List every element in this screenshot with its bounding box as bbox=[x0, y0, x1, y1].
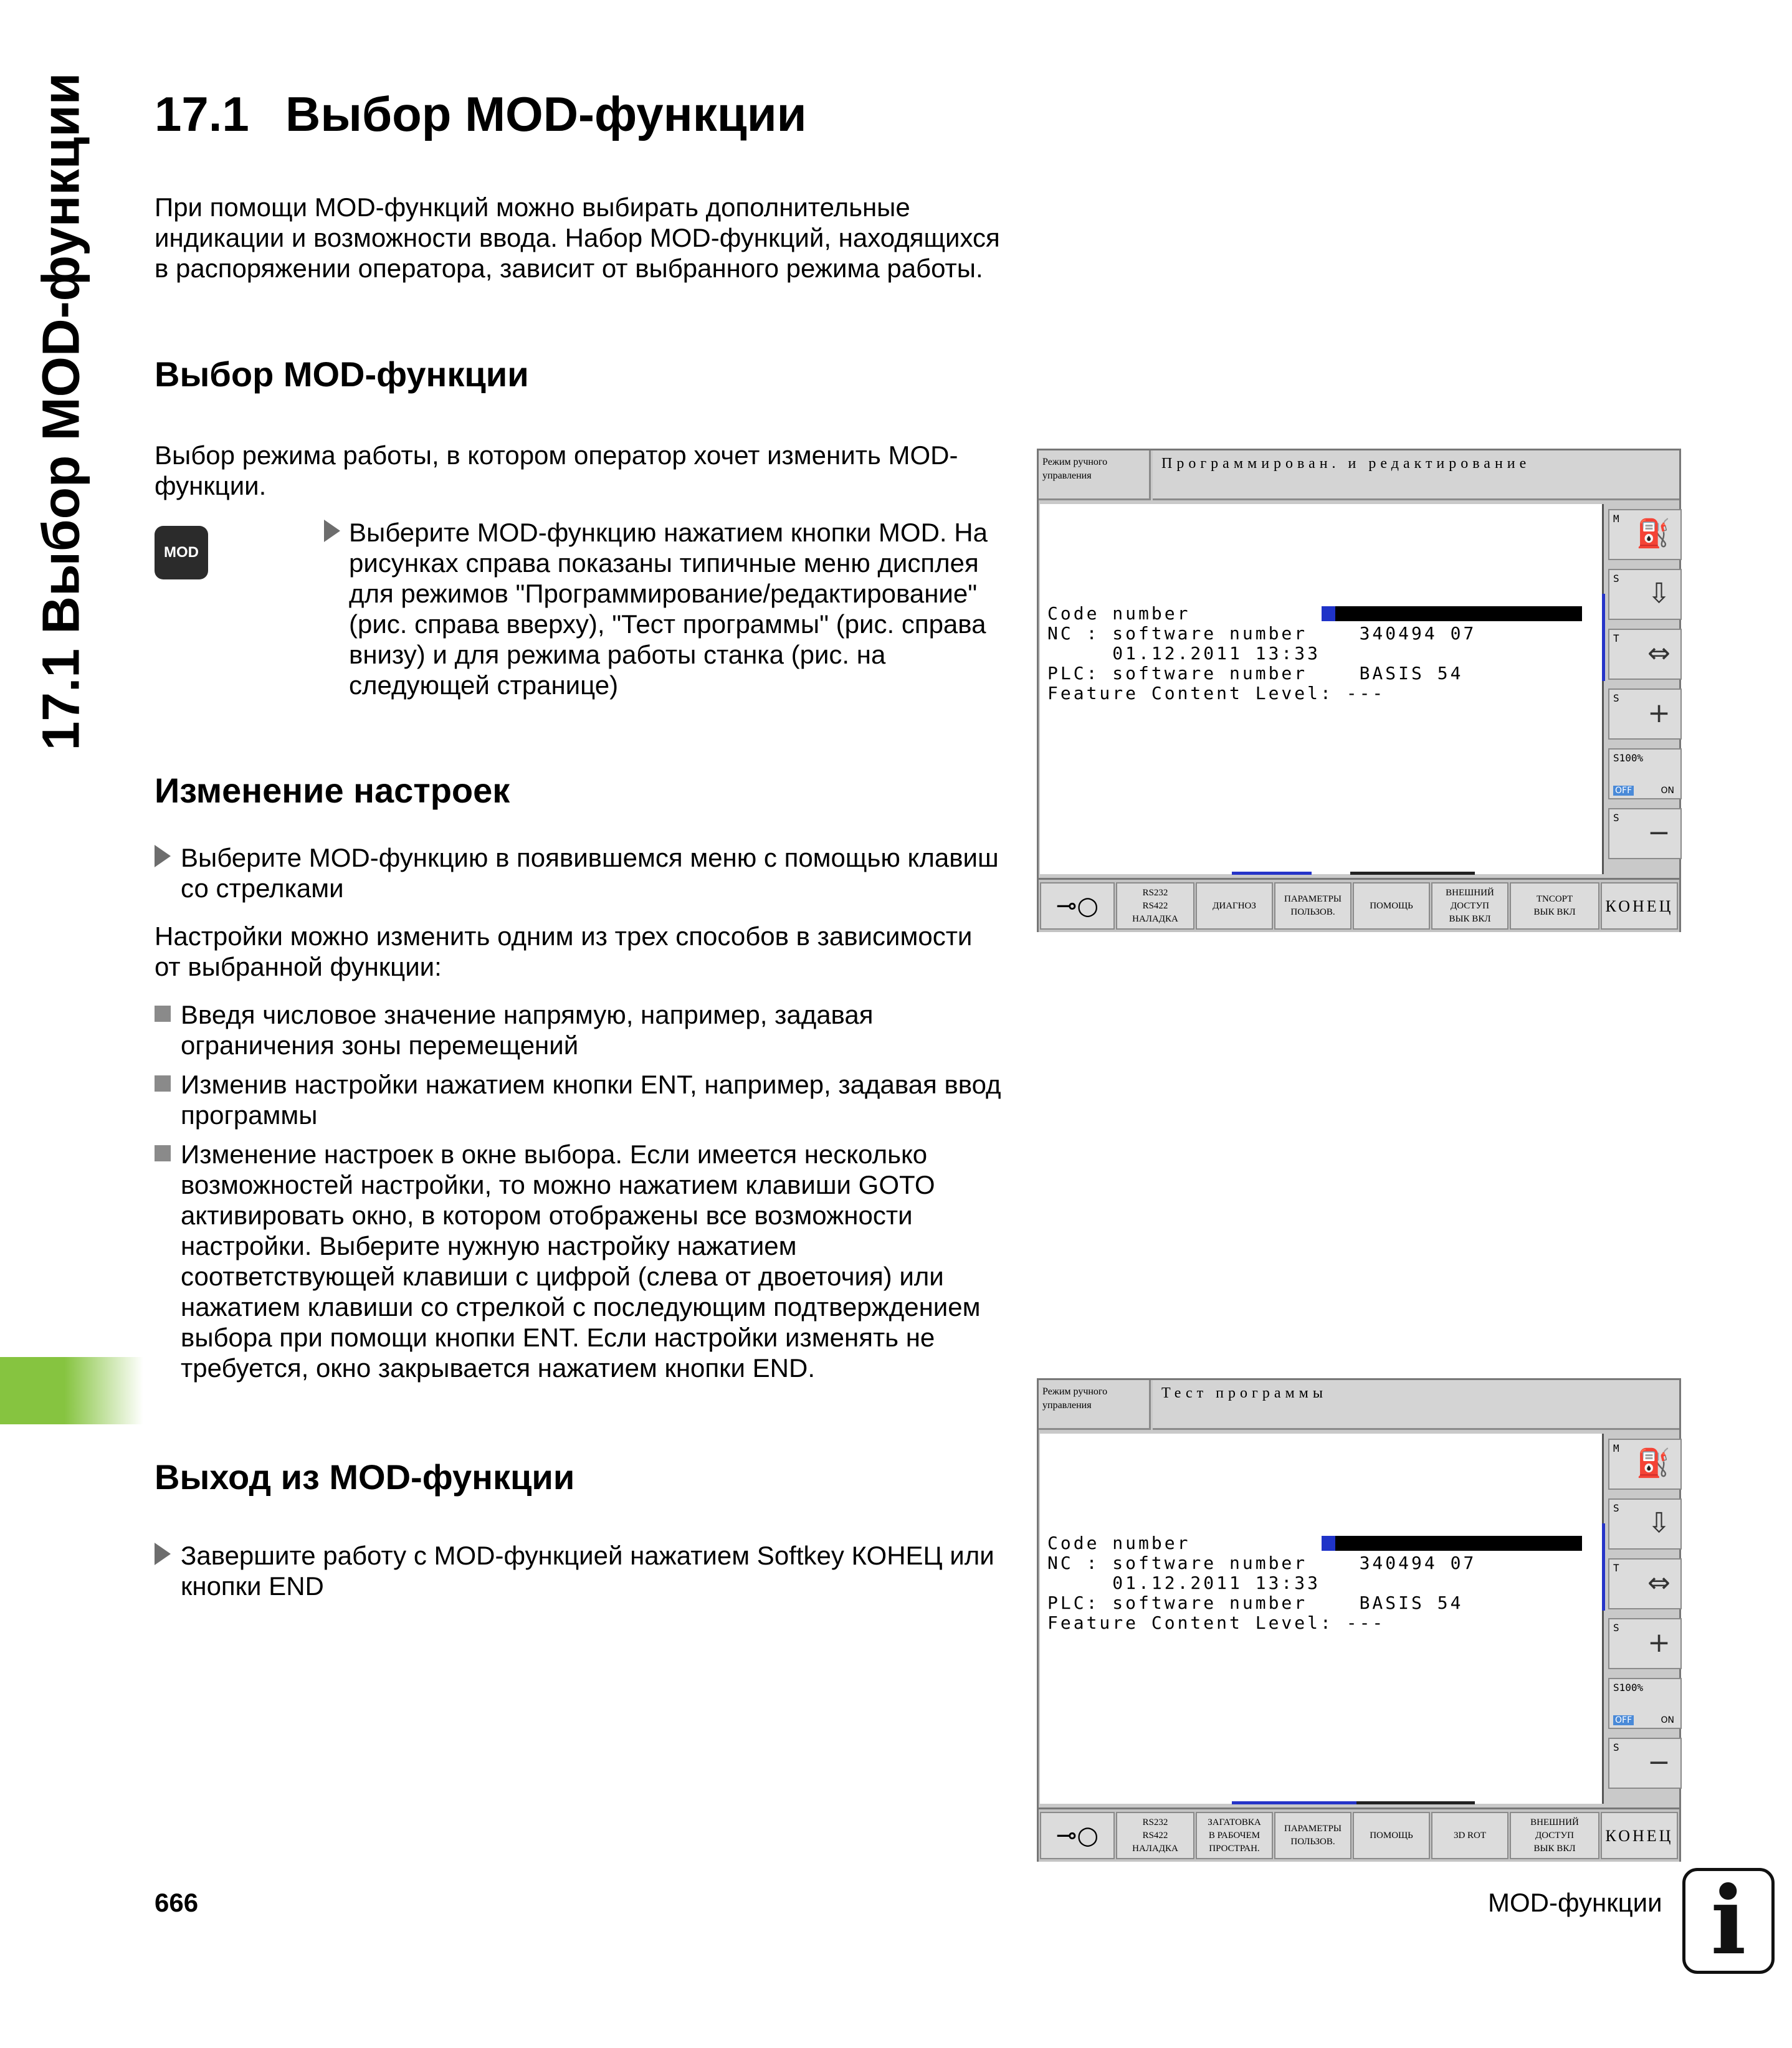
softkey-workpiece-blank[interactable]: ЗАГАТОВКА В РАБОЧЕМ ПРОСТРАН. bbox=[1196, 1812, 1273, 1859]
side-key-s100[interactable] bbox=[1608, 748, 1682, 799]
info-line: NC : software number 340494 07 bbox=[1047, 623, 1477, 644]
tool-swap-icon: ⇔ bbox=[1647, 1567, 1670, 1599]
square-bullet-icon bbox=[155, 1002, 171, 1022]
mode-label-test-run: Тест программы bbox=[1153, 1380, 1679, 1430]
square-bullet-icon bbox=[155, 1141, 171, 1161]
spindle-m-icon: ⛽ bbox=[1636, 518, 1670, 550]
softkey-end[interactable]: КОНЕЦ bbox=[1601, 1812, 1678, 1859]
side-key-s[interactable] bbox=[1608, 569, 1682, 620]
screenshot-programming bbox=[1037, 449, 1681, 932]
mod-display bbox=[1040, 1434, 1604, 1804]
list-item-text: Введя числовое значение напрямую, например, задавая ограничения зоны перемещений bbox=[181, 1000, 874, 1060]
section-title-select: Выбор MOD-функции bbox=[155, 355, 529, 394]
softkey-help[interactable]: ПОМОЩЬ bbox=[1353, 882, 1430, 930]
side-key-label: S bbox=[1613, 573, 1619, 584]
side-key-m[interactable] bbox=[1608, 1439, 1682, 1490]
section-select-text: Выбор режима работы, в котором оператор хочет изменить MOD-функции. bbox=[155, 441, 958, 500]
plus-icon: + bbox=[1647, 697, 1670, 729]
side-key-label: S100% bbox=[1613, 752, 1644, 764]
info-line: Feature Content Level: --- bbox=[1047, 1612, 1386, 1633]
list-item-text: Изменив настройки нажатием кнопки ENT, например, задавая ввод программы bbox=[181, 1070, 1001, 1130]
footer-section-title: MOD-функции bbox=[1488, 1888, 1662, 1917]
info-line: NC : software number 340494 07 bbox=[1047, 1553, 1477, 1573]
side-key-s-plus[interactable] bbox=[1608, 688, 1682, 740]
key-icon[interactable]: ⊸○ bbox=[1040, 1812, 1115, 1859]
info-line: PLC: software number BASIS 54 bbox=[1047, 663, 1464, 683]
spindle-m-icon: ⛽ bbox=[1636, 1447, 1670, 1479]
side-key-s-minus[interactable] bbox=[1608, 1738, 1682, 1789]
softkey-rs232[interactable]: RS232 RS422 НАЛАДКА bbox=[1116, 882, 1194, 930]
section-title-change: Изменение настроек bbox=[155, 771, 510, 810]
intro-paragraph: При помощи MOD-функций можно выбирать дополнительные индикации и возможности ввода. Набор MOD-функций, находящихся в распоряжении оператора, зависит от выбранного режима работы. bbox=[155, 193, 1000, 283]
list-item bbox=[155, 999, 1014, 1060]
softkey-diagnosis[interactable]: ДИАГНОЗ bbox=[1196, 882, 1273, 930]
list-item bbox=[155, 1069, 1014, 1130]
side-key-label: S bbox=[1613, 812, 1619, 824]
softkey-bar bbox=[1039, 1807, 1679, 1862]
side-key-s[interactable] bbox=[1608, 1498, 1682, 1550]
minus-icon: − bbox=[1647, 1746, 1670, 1778]
side-key-s-minus[interactable] bbox=[1608, 808, 1682, 859]
side-key-label: S bbox=[1613, 692, 1619, 704]
info-line: PLC: software number BASIS 54 bbox=[1047, 1593, 1464, 1613]
off-badge: OFF bbox=[1613, 1715, 1634, 1725]
section-title-exit: Выход из MOD-функции bbox=[155, 1457, 575, 1497]
softkey-tncopt[interactable]: TNCOPT ВЫК ВКЛ bbox=[1510, 882, 1599, 930]
step-exit-mod-text: Завершите работу с MOD-функцией нажатием Softkey КОНЕЦ или кнопки END bbox=[181, 1541, 994, 1601]
softkey-3d-rot[interactable]: 3D ROT bbox=[1431, 1812, 1508, 1859]
softkey-help[interactable]: ПОМОЩЬ bbox=[1353, 1812, 1430, 1859]
spindle-icon: ⇩ bbox=[1647, 1507, 1670, 1539]
square-bullet-icon bbox=[155, 1072, 171, 1092]
mode-label-manual: Режим ручного управления bbox=[1039, 450, 1151, 500]
page-number: 666 bbox=[155, 1888, 199, 1917]
heading-number: 17.1 bbox=[155, 87, 249, 141]
softkey-external-access[interactable]: ВНЕШНИЙ ДОСТУП ВЫК ВКЛ bbox=[1510, 1812, 1599, 1859]
vertical-softkeys bbox=[1604, 504, 1679, 874]
side-key-label: S100% bbox=[1613, 1682, 1644, 1693]
info-line: Feature Content Level: --- bbox=[1047, 683, 1386, 703]
info-icon: i bbox=[1682, 1868, 1775, 1974]
side-key-label: M bbox=[1613, 1442, 1619, 1454]
mod-info-lines bbox=[1047, 604, 1476, 703]
mod-display bbox=[1040, 504, 1604, 874]
softkey-end[interactable]: КОНЕЦ bbox=[1601, 882, 1678, 930]
minus-icon: − bbox=[1647, 817, 1670, 849]
side-key-s-plus[interactable] bbox=[1608, 1618, 1682, 1669]
key-icon[interactable]: ⊸○ bbox=[1040, 882, 1115, 930]
side-chapter-title bbox=[17, 72, 105, 750]
softkey-rs232[interactable]: RS232 RS422 НАЛАДКА bbox=[1116, 1812, 1194, 1859]
mod-info-lines bbox=[1047, 1533, 1476, 1633]
side-key-t[interactable] bbox=[1608, 629, 1682, 680]
arrow-bullet-icon bbox=[324, 520, 340, 542]
page-title bbox=[155, 86, 807, 143]
side-key-m[interactable] bbox=[1608, 509, 1682, 560]
step-choose-arrows-text: Выберите MOD-функцию в появившемся меню с помощью клавиш со стрелками bbox=[181, 843, 999, 903]
side-key-label: M bbox=[1613, 513, 1619, 525]
list-item bbox=[155, 1139, 1014, 1383]
mode-label-manual: Режим ручного управления bbox=[1039, 1380, 1151, 1430]
step-exit-mod bbox=[155, 1540, 1014, 1601]
mode-label-programming: Программирован. и редактирование bbox=[1153, 450, 1679, 500]
softkey-row-indicator bbox=[1350, 872, 1475, 875]
info-line: Code number bbox=[1047, 1533, 1191, 1553]
heading-title: Выбор MOD-функции bbox=[285, 87, 807, 141]
softkey-bar bbox=[1039, 878, 1679, 932]
vertical-softkeys bbox=[1604, 1434, 1679, 1804]
off-badge: OFF bbox=[1613, 786, 1634, 796]
side-key-s100[interactable] bbox=[1608, 1678, 1682, 1729]
chapter-tab-marker bbox=[0, 1357, 143, 1424]
side-key-label: T bbox=[1613, 1562, 1619, 1574]
softkey-user-params[interactable]: ПАРАМЕТРЫ ПОЛЬЗОВ. bbox=[1274, 882, 1351, 930]
list-item-text: Изменение настроек в окне выбора. Если имеется несколько возможностей настройки, то можно нажатием клавиши GOTO активировать окно, в котором отображены все возможности настройки. Выберите нужную настройку нажатием соответствующей клавиши с цифрой (слева от двоеточия) или нажатием клавиши со стрелкой с последующим подтверждением выбора при помощи кнопки ENT. Если настройки изменять не требуется, окно закрывается нажатием кнопки END. bbox=[181, 1140, 981, 1383]
softkey-row-indicator bbox=[1232, 872, 1312, 875]
plus-icon: + bbox=[1647, 1627, 1670, 1659]
arrow-bullet-icon bbox=[155, 845, 171, 867]
side-key-label: S bbox=[1613, 1741, 1619, 1753]
softkey-external-access[interactable]: ВНЕШНИЙ ДОСТУП ВЫК ВКЛ bbox=[1431, 882, 1508, 930]
step-select-mod bbox=[324, 517, 1009, 700]
step-select-mod-text: Выберите MOD-функцию нажатием кнопки MOD. На рисунках справа показаны типичные меню дисплея для режимов "Программирование/редактирование" (рис. справа вверху), "Тест программы" (рис. справа внизу) и для режима работы станка (рис. на следующей странице) bbox=[349, 518, 988, 700]
softkey-row-indicator bbox=[1232, 1801, 1356, 1804]
arrow-bullet-icon bbox=[155, 1543, 171, 1565]
softkey-user-params[interactable]: ПАРАМЕТРЫ ПОЛЬЗОВ. bbox=[1274, 1812, 1351, 1859]
mod-key-icon bbox=[155, 526, 208, 579]
step-choose-arrows bbox=[155, 842, 1014, 903]
info-line: Code number bbox=[1047, 603, 1191, 624]
spindle-icon: ⇩ bbox=[1647, 578, 1670, 609]
softkey-row-indicator bbox=[1356, 1801, 1475, 1804]
side-key-label: S bbox=[1613, 1502, 1619, 1514]
info-line: 01.12.2011 13:33 bbox=[1047, 643, 1321, 664]
side-key-label: S bbox=[1613, 1622, 1619, 1634]
info-line: 01.12.2011 13:33 bbox=[1047, 1573, 1321, 1593]
side-key-t[interactable] bbox=[1608, 1558, 1682, 1609]
screenshot-test-run bbox=[1037, 1378, 1681, 1862]
tool-swap-icon: ⇔ bbox=[1647, 637, 1670, 669]
on-label: ON bbox=[1661, 786, 1674, 796]
side-chapter-title-text: 17.1 Выбор MOD-функции bbox=[31, 72, 90, 750]
section-change-text: Настройки можно изменить одним из трех способов в зависимости от выбранной функции: bbox=[155, 922, 973, 981]
side-key-label: T bbox=[1613, 632, 1619, 644]
on-label: ON bbox=[1661, 1715, 1674, 1725]
mod-key-label: MOD bbox=[164, 544, 199, 561]
